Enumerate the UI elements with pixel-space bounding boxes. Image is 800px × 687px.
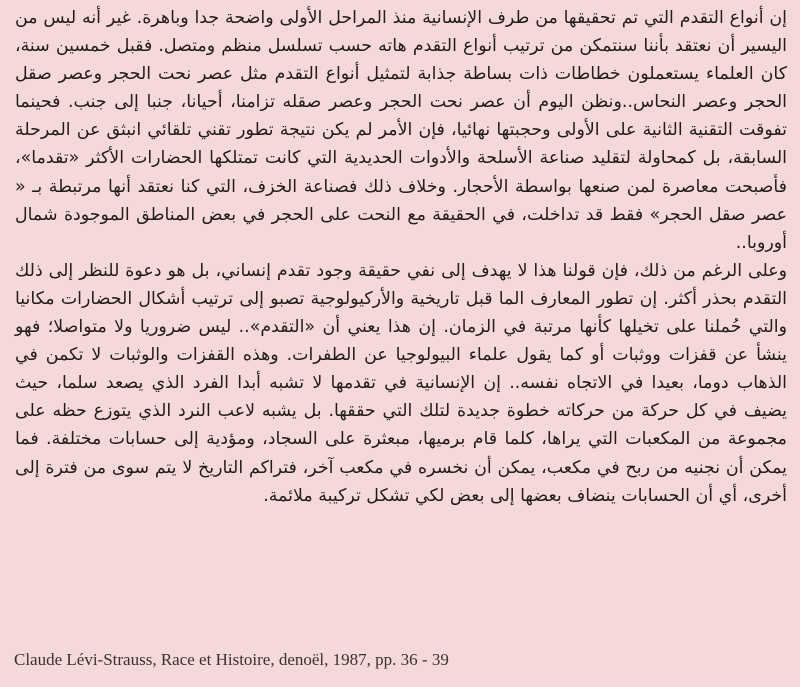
- paragraph-1: إن أنواع التقدم التي تم تحقيقها من طرف الإنسانية منذ المراحل الأولى واضحة جدا وباهرة. غير أنه ليس من اليسير أن نعتقد بأننا سنتمكن من ترتيب أنواع التقدم هاته حسب تسلسل منظم ومتصل. فقبل خمسين سنة، كان العلماء يستعملون خطاطات ذات بساطة جذابة لتمثيل أنواع التقدم مثل عصر نحت الحجر وعصر صقل الحجر وعصر النحاس..ونظن اليوم أن عصر نحت الحجر وعصر صقله تزامنا، أحيانا، جنبا إلى جنب. فحينما تفوقت التقنية الثانية على الأولى وحجبتها نهائيا، فإن الأمر لم يكن نتيجة تطور تقني تلقائي انبثق عن المرحلة السابقة، بل كمحاولة لتقليد صناعة الأسلحة والأدوات الحديدية التي كانت تمتلكها الحضارات الأكثر «تقدما»، فأصبحت معاصرة لمن صنعها بواسطة الأحجار. وخلاف ذلك فصناعة الخزف، التي كنا نعتقد أنها مرتبطة بـ « عصر صقل الحجر» فقط قد تداخلت، في الحقيقة مع النحت على الحجر في بعض المناطق الموجودة شمال أوروبا..: [15, 8, 787, 253]
- source-citation: Claude Lévi-Strauss, Race et Histoire, denoël, 1987, pp. 36 - 39: [14, 650, 449, 669]
- arabic-text-body: [15, 4, 787, 510]
- paragraph-2: وعلى الرغم من ذلك، فإن قولنا هذا لا يهدف إلى نفي حقيقة وجود تقدم إنساني، بل هو دعوة للنظر إلى ذلك التقدم بحذر أكثر. إن تطور المعارف الما قبل تاريخية والأركيولوجية تصبو إلى ترتيب أشكال الحضارات مكانيا والتي حُملنا على تخيلها كأنها مرتبة في الزمان. إن هذا يعني أن «التقدم».. ليس ضروريا ولا متواصلا؛ فهو ينشأ عن قفزات ووثبات أو كما يقول علماء البيولوجيا عن الطفرات. وهذه القفزات والوثبات لا تكمن في الذهاب دوما، بعيدا في الاتجاه نفسه.. إن الإنسانية في تقدمها لا تشبه أبدا الفرد الذي يصعد سلما، حيث يضيف في كل حركة من حركاته خطوة جديدة لتلك التي حققها. بل يشبه لاعب النرد الذي يتوزع حظه على مجموعة من المكعبات التي يراها، كلما قام برميها، مبعثرة على السجاد، ومؤدية إلى حسابات مختلفة. فما يمكن أن نجنيه من ربح في مكعب، يمكن أن نخسره في مكعب آخر، فتراكم التاريخ لا يتم سوى من فترة إلى أخرى، أي أن الحسابات ينضاف بعضها إلى بعض لكي تشكل تركيبة ملائمة.: [15, 260, 787, 506]
